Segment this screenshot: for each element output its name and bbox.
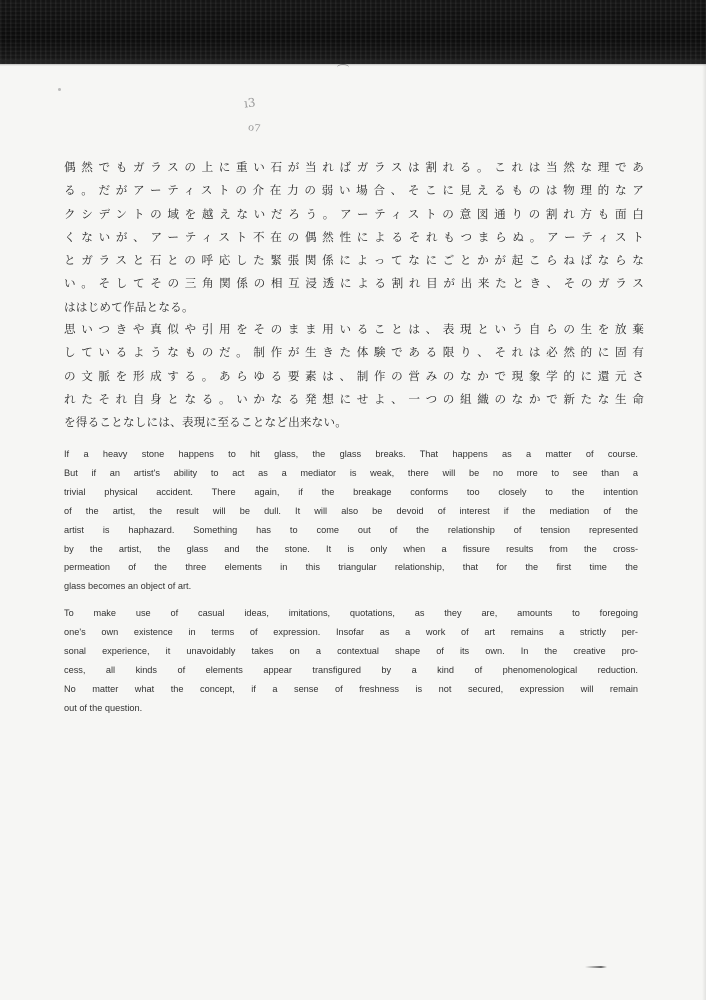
scan-band-edge bbox=[0, 60, 706, 66]
english-line: sonal experience, it unavoidably takes on a contextual shape of its own. In the creative pro- bbox=[64, 645, 638, 656]
english-line: To make use of casual ideas, imitations, quotations, as they are, amounts to foregoing bbox=[64, 608, 638, 618]
japanese-paragraph-2 bbox=[64, 318, 644, 434]
english-paragraph-1 bbox=[64, 445, 638, 596]
japanese-line: れたそれ自身となる。いかなる発想にせよ、一つの組織のなかで新たな生命 bbox=[64, 391, 644, 406]
japanese-line: ははじめて作品となる。 bbox=[64, 299, 194, 314]
english-line: glass becomes an object of art. bbox=[64, 581, 192, 592]
arrow-icon bbox=[585, 964, 607, 970]
japanese-line: 偶然でもガラスの上に重い石が当ればガラスは割れる。これは当然な理であ bbox=[64, 160, 644, 174]
japanese-line: る。だがアーティストの介在力の弱い場合、そこに見えるものは物理的なア bbox=[64, 183, 644, 198]
japanese-line: しているようなものだ。制作が生きた体験である限り、それは必然的に固有 bbox=[64, 345, 644, 360]
scan-artifact-arc bbox=[337, 64, 349, 71]
english-line: of the artist, the result will be dull. It will also be devoid of interest if the mediation of the bbox=[64, 505, 638, 516]
english-line: trivial physical accident. There again, if the breakage conforms too closely to the intention bbox=[64, 486, 638, 497]
page-edge-shadow bbox=[702, 64, 706, 1000]
scan-artifact-dot bbox=[58, 88, 61, 91]
english-line: out of the question. bbox=[64, 702, 143, 713]
english-paragraph-2 bbox=[64, 604, 638, 717]
japanese-line: クシデントの域を越えないだろう。アーティストの意図通りの割れ方も面白 bbox=[64, 206, 644, 221]
english-line: one's own existence in terms of expression. Insofar as a work of art remains a strictly per- bbox=[64, 626, 638, 637]
english-line: permeation of the three elements in this triangular relationship, that for the first time the bbox=[64, 562, 638, 573]
japanese-line: を得ることなしには、表現に至ることなど出来ない。 bbox=[64, 415, 348, 430]
japanese-line: とガラスと石との呼応した緊張関係によってなにごとかが起こらねばならな bbox=[64, 253, 644, 268]
english-line: If a heavy stone happens to hit glass, the glass breaks. That happens as a matter of course. bbox=[64, 449, 638, 459]
english-line: artist is haphazard. Something has to come out of the relationship of tension represented bbox=[64, 524, 638, 535]
english-line: cess, all kinds of elements appear transfigured by a kind of phenomenological reduction. bbox=[64, 664, 638, 675]
japanese-line: い。そしてその三角関係の相互浸透による割れ目が出来たとき、そのガラス bbox=[64, 276, 644, 291]
english-line: No matter what the concept, if a sense of freshness is not secured, expression will remain bbox=[64, 683, 638, 694]
english-line: by the artist, the glass and the stone. It is only when a fissure results from the cross- bbox=[64, 543, 638, 554]
pencil-mark-2: o7 bbox=[247, 122, 262, 135]
pencil-mark-1: ı3 bbox=[243, 95, 257, 111]
japanese-line: くないが、アーティスト不在の偶然性によるそれもつまらぬ。アーティスト bbox=[64, 229, 644, 244]
scan-dark-band bbox=[0, 0, 706, 64]
japanese-line: の文脈を形成する。あらゆる要素は、制作の営みのなかで現象学的に還元さ bbox=[64, 368, 644, 383]
english-line: But if an artist's ability to act as a mediator is weak, there will be no more to see than a bbox=[64, 467, 638, 478]
japanese-line: 思いつきや真似や引用をそのまま用いることは、表現という自らの生を放棄 bbox=[64, 322, 644, 336]
japanese-paragraph-1 bbox=[64, 156, 644, 319]
